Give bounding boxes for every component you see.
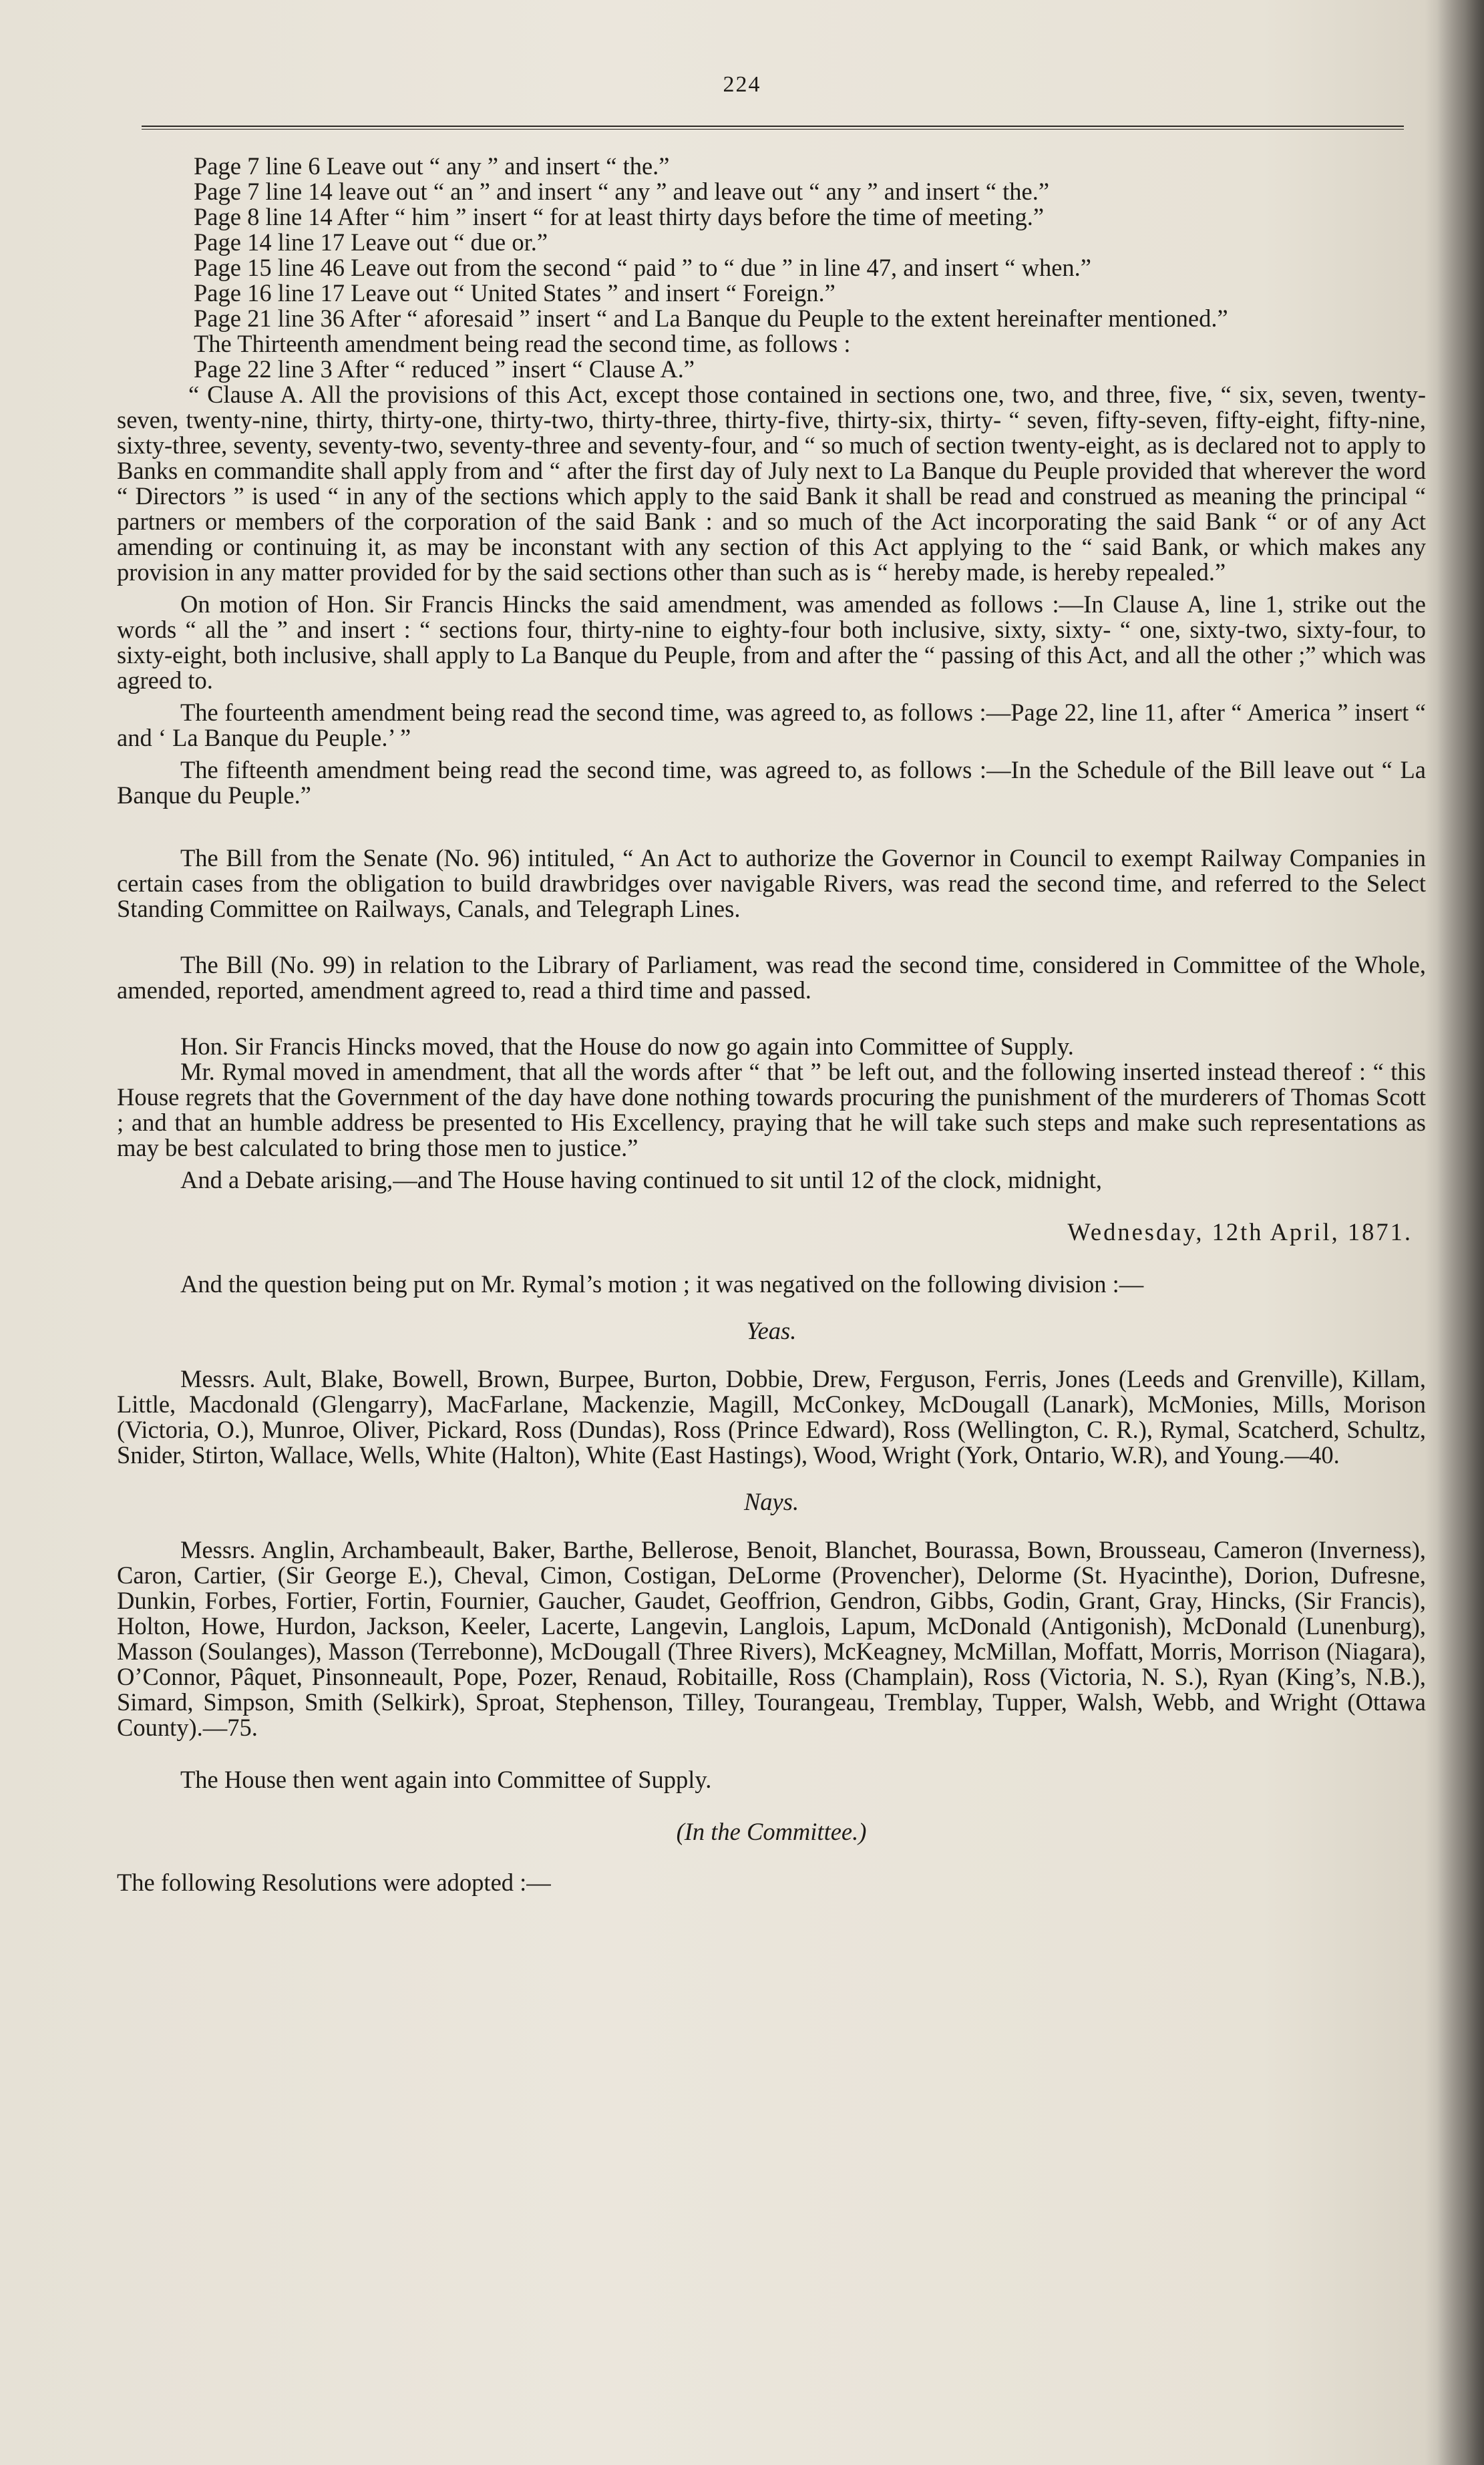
dateline: Wednesday, 12th April, 1871.	[1067, 1218, 1413, 1246]
fifteenth-amendment-paragraph: The fifteenth amendment being read the second time, was agreed to, as follows :—In the Schedule of the Bill leave out “ La Banque du Peuple.”	[117, 756, 1426, 809]
bill-99-paragraph: The Bill (No. 99) in relation to the Library of Parliament, was read the second time, considered in Committee of the Whole, amended, reported, amendment agreed to, read a third time and passed.	[117, 951, 1426, 1004]
hincks-amendment-paragraph: On motion of Hon. Sir Francis Hincks the said amendment, was amended as follows :—In Clause A, line 1, strike out the words “ all the ” and insert : “ sections four, thirty-nine to eighty-four both inclusive, sixty, sixty- “ one, sixty-two, sixty-four, to sixty-eight, both inclusive, shall apply to La Banque du Peuple, from and after the “ passing of this Act, and all the other ;” which was agreed to.	[117, 590, 1426, 694]
into-committee-line: The House then went again into Committee of Supply.	[180, 1766, 712, 1793]
amendment-line: Page 7 line 14 leave out “ an ” and insert “ any ” and leave out “ any ” and insert “ the.”	[194, 178, 1050, 205]
header-rule	[142, 126, 1404, 130]
journal-text	[117, 154, 1426, 1895]
yeas-list: Messrs. Ault, Blake, Bowell, Brown, Burpee, Burton, Dobbie, Drew, Ferguson, Ferris, Jones (Leeds and Grenville), Killam, Little, Macdonald (Glengarry), MacFarlane, Mackenzie, Magill, McConkey, McDougall (Lanark), McMonies, Mills, Morison (Victoria, O.), Munroe, Oliver, Pickard, Ross (Dundas), Ross (Prince Edward), Ross (Wellington, C. R.), Rymal, Scatcherd, Schultz, Snider, Stirton, Wallace, Wells, White (Halton), White (East Hastings), Wood, Wright (York, Ontario, W.R), and Young.—40.	[117, 1365, 1426, 1469]
nays-list: Messrs. Anglin, Archambeault, Baker, Barthe, Bellerose, Benoit, Blanchet, Bourassa, Bown, Brousseau, Cameron (Inverness), Caron, Cartier, (Sir George E.), Cheval, Cimon, Costigan, DeLorme (Provencher), Delorme (St. Hyacinthe), Dorion, Dufresne, Dunkin, Forbes, Fortier, Fortin, Fournier, Gaucher, Gaudet, Geoffrion, Gendron, Gibbs, Godin, Grant, Gray, Hincks, (Sir Francis), Holton, Howe, Hurdon, Jackson, Keeler, Lacerte, Langevin, Langlois, Lapum, McDonald (Antigonish), McDonald (Lunenburg), Masson (Soulanges), Masson (Terrebonne), McDougall (Three Rivers), McKeagney, McMillan, Moffatt, Morris, Morrison (Niagara), O’Connor, Pâquet, Pinsonneault, Pope, Pozer, Renaud, Robitaille, Ross (Champlain), Ross (Victoria, N. S.), Ryan (King’s, N.B.), Simard, Simpson, Smith (Selkirk), Sproat, Stephenson, Tilley, Tourangeau, Tremblay, Tupper, Walsh, Webb, and Wright (Ottawa County).—75.	[117, 1536, 1426, 1741]
page-number: 224	[723, 72, 761, 97]
in-committee-heading: (In the Committee.)	[676, 1818, 867, 1845]
amendment-line: Page 8 line 14 After “ him ” insert “ for at least thirty days before the time of meeting.”	[194, 203, 1045, 230]
amendment-list	[117, 154, 1426, 382]
rymal-amendment-paragraph: Mr. Rymal moved in amendment, that all the words after “ that ” be left out, and the following inserted instead thereof : “ this House regrets that the Government of the day have done nothing towards procuring the punishment of the murderers of Thomas Scott ; and that an humble address be presented to His Excellency, praying that he will take such steps and make such representations as may be best calculated to bring those men to justice.”	[117, 1058, 1426, 1161]
yeas-heading: Yeas.	[746, 1317, 797, 1344]
resolutions-line: The following Resolutions were adopted :—	[117, 1869, 551, 1896]
amendment-line: Page 15 line 46 Leave out from the second “ paid ” to “ due ” in line 47, and insert “ when.”	[194, 254, 1091, 281]
amendment-line: Page 22 line 3 After “ reduced ” insert “ Clause A.”	[194, 355, 695, 383]
bill-96-paragraph: The Bill from the Senate (No. 96) intituled, “ An Act to authorize the Governor in Council to exempt Railway Companies in certain cases from the obligation to build drawbridges over navigable Rivers, was read the second time, and referred to the Select Standing Committee on Railways, Canals, and Telegraph Lines.	[117, 844, 1426, 922]
clause-a-text: “ Clause A. All the provisions of this Act, except those contained in sections one, two, and three, five, “ six, seven, twenty-seven, twenty-nine, thirty, thirty-one, thirty-two, thirty-three, thirty-five, thirty-six, thirty- “ seven, fifty-seven, fifty-eight, fifty-nine, sixty-three, seventy, seventy-two, seventy-three and seventy-four, and “ so much of section twenty-eight, as is declared not to apply to Banks en commandite shall apply from and “ after the first day of July next to La Banque du Peuple provided that wherever the word “ Directors ” is used “ in any of the sections which apply to the said Bank it shall be read and construed as meaning the principal “ partners or members of the corporation of the said Bank : and so much of the Act incorporating the said Bank “ or of any Act amending or continuing it, as may be inconstant with any section of this Act applying to the “ said Bank, or which makes any provision in any matter provided for by the said sections other than such as is “ hereby made, is hereby repealed.”	[117, 381, 1426, 586]
amendment-line: Page 14 line 17 Leave out “ due or.”	[194, 228, 548, 256]
page-gutter-shadow	[1437, 0, 1484, 2465]
division-question: And the question being put on Mr. Rymal’s motion ; it was negatived on the following division :—	[180, 1270, 1144, 1298]
nays-heading: Nays.	[743, 1488, 799, 1515]
amendment-line: The Thirteenth amendment being read the second time, as follows :	[194, 330, 851, 357]
amendment-line: Page 7 line 6 Leave out “ any ” and insert “ the.”	[194, 152, 670, 180]
fourteenth-amendment-paragraph: The fourteenth amendment being read the second time, was agreed to, as follows :—Page 22, line 11, after “ America ” insert “ and ‘ La Banque du Peuple.’ ”	[117, 699, 1426, 751]
amendment-line: Page 21 line 36 After “ aforesaid ” insert “ and La Banque du Peuple to the extent hereinafter mentioned.”	[194, 305, 1228, 332]
debate-paragraph: And a Debate arising,—and The House having continued to sit until 12 of the clock, midnight,	[180, 1166, 1102, 1193]
amendment-line: Page 16 line 17 Leave out “ United States ” and insert “ Foreign.”	[194, 279, 836, 307]
supply-motion-paragraph: Hon. Sir Francis Hincks moved, that the House do now go again into Committee of Supply.	[180, 1032, 1074, 1060]
